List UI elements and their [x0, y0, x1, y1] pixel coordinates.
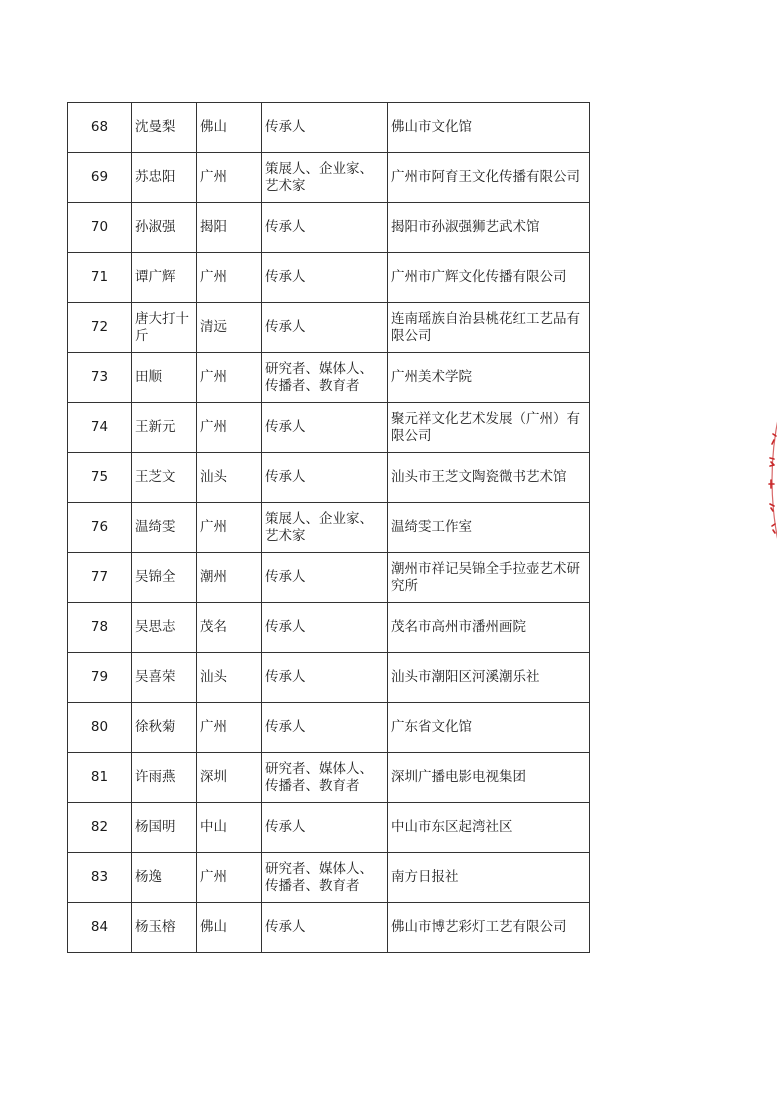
table-row: [68, 453, 590, 503]
city-cell: 汕头: [197, 653, 262, 703]
person-name-cell: 吴喜荣: [132, 653, 197, 703]
organization-cell: 中山市东区起湾社区: [388, 803, 590, 853]
organization-cell: 聚元祥文化艺术发展（广州）有限公司: [388, 403, 590, 453]
person-name-cell: 孙淑强: [132, 203, 197, 253]
city-cell: 广州: [197, 853, 262, 903]
city-cell: 中山: [197, 803, 262, 853]
row-number-cell: 68: [68, 103, 132, 153]
table-row: [68, 253, 590, 303]
organization-cell: 汕头市王芝文陶瓷微书艺术馆: [388, 453, 590, 503]
city-cell: 广州: [197, 703, 262, 753]
organization-cell: 广州市广辉文化传播有限公司: [388, 253, 590, 303]
row-number-cell: 72: [68, 303, 132, 353]
city-cell: 广州: [197, 403, 262, 453]
role-cell: 传承人: [262, 653, 388, 703]
table-row: [68, 553, 590, 603]
organization-cell: 茂名市高州市潘州画院: [388, 603, 590, 653]
row-number-cell: 75: [68, 453, 132, 503]
organization-cell: 潮州市祥记吴锦全手拉壶艺术研究所: [388, 553, 590, 603]
organization-cell: 汕头市潮阳区河溪潮乐社: [388, 653, 590, 703]
role-cell: 传承人: [262, 203, 388, 253]
table-row: [68, 303, 590, 353]
organization-cell: 佛山市博艺彩灯工艺有限公司: [388, 903, 590, 953]
role-cell: 传承人: [262, 703, 388, 753]
row-number-cell: 84: [68, 903, 132, 953]
row-number-cell: 78: [68, 603, 132, 653]
organization-cell: 广州市阿育王文化传播有限公司: [388, 153, 590, 203]
person-name-cell: 温绮雯: [132, 503, 197, 553]
organization-cell: 温绮雯工作室: [388, 503, 590, 553]
person-name-cell: 杨玉榕: [132, 903, 197, 953]
person-name-cell: 杨国明: [132, 803, 197, 853]
table-row: [68, 903, 590, 953]
role-cell: 传承人: [262, 603, 388, 653]
city-cell: 茂名: [197, 603, 262, 653]
role-cell: 传承人: [262, 903, 388, 953]
person-name-cell: 王新元: [132, 403, 197, 453]
organization-cell: 广州美术学院: [388, 353, 590, 403]
person-name-cell: 苏忠阳: [132, 153, 197, 203]
table-row: [68, 653, 590, 703]
row-number-cell: 70: [68, 203, 132, 253]
person-name-cell: 徐秋菊: [132, 703, 197, 753]
city-cell: 佛山: [197, 903, 262, 953]
organization-cell: 连南瑶族自治县桃花红工艺品有限公司: [388, 303, 590, 353]
row-number-cell: 74: [68, 403, 132, 453]
city-cell: 清远: [197, 303, 262, 353]
city-cell: 揭阳: [197, 203, 262, 253]
organization-cell: 深圳广播电影电视集团: [388, 753, 590, 803]
city-cell: 广州: [197, 503, 262, 553]
role-cell: 研究者、媒体人、传播者、教育者: [262, 853, 388, 903]
role-cell: 策展人、企业家、艺术家: [262, 153, 388, 203]
organization-cell: 广东省文化馆: [388, 703, 590, 753]
roster-body: [68, 103, 590, 953]
city-cell: 汕头: [197, 453, 262, 503]
role-cell: 传承人: [262, 403, 388, 453]
row-number-cell: 69: [68, 153, 132, 203]
person-name-cell: 沈曼梨: [132, 103, 197, 153]
table-row: [68, 103, 590, 153]
table-row: [68, 603, 590, 653]
city-cell: 广州: [197, 253, 262, 303]
city-cell: 深圳: [197, 753, 262, 803]
organization-cell: 揭阳市孙淑强狮艺武术馆: [388, 203, 590, 253]
row-number-cell: 77: [68, 553, 132, 603]
role-cell: 传承人: [262, 253, 388, 303]
table-row: [68, 203, 590, 253]
row-number-cell: 81: [68, 753, 132, 803]
row-number-cell: 73: [68, 353, 132, 403]
table-row: [68, 403, 590, 453]
table-row: [68, 753, 590, 803]
person-name-cell: 吴思志: [132, 603, 197, 653]
row-number-cell: 83: [68, 853, 132, 903]
role-cell: 传承人: [262, 803, 388, 853]
city-cell: 广州: [197, 353, 262, 403]
row-number-cell: 76: [68, 503, 132, 553]
row-number-cell: 80: [68, 703, 132, 753]
role-cell: 策展人、企业家、艺术家: [262, 503, 388, 553]
table-row: [68, 703, 590, 753]
organization-cell: 南方日报社: [388, 853, 590, 903]
person-name-cell: 唐大打十斤: [132, 303, 197, 353]
row-number-cell: 71: [68, 253, 132, 303]
city-cell: 潮州: [197, 553, 262, 603]
role-cell: 传承人: [262, 303, 388, 353]
city-cell: 佛山: [197, 103, 262, 153]
row-number-cell: 79: [68, 653, 132, 703]
red-seal-stamp: [757, 410, 777, 550]
table-row: [68, 153, 590, 203]
organization-cell: 佛山市文化馆: [388, 103, 590, 153]
person-name-cell: 谭广辉: [132, 253, 197, 303]
person-name-cell: 王芝文: [132, 453, 197, 503]
person-name-cell: 许雨燕: [132, 753, 197, 803]
city-cell: 广州: [197, 153, 262, 203]
table-row: [68, 853, 590, 903]
table-row: [68, 803, 590, 853]
table-row: [68, 353, 590, 403]
role-cell: 传承人: [262, 553, 388, 603]
role-cell: 传承人: [262, 103, 388, 153]
row-number-cell: 82: [68, 803, 132, 853]
role-cell: 研究者、媒体人、传播者、教育者: [262, 353, 388, 403]
role-cell: 研究者、媒体人、传播者、教育者: [262, 753, 388, 803]
role-cell: 传承人: [262, 453, 388, 503]
person-name-cell: 田顺: [132, 353, 197, 403]
table-row: [68, 503, 590, 553]
person-name-cell: 杨逸: [132, 853, 197, 903]
roster-table: [67, 102, 590, 953]
person-name-cell: 吴锦全: [132, 553, 197, 603]
